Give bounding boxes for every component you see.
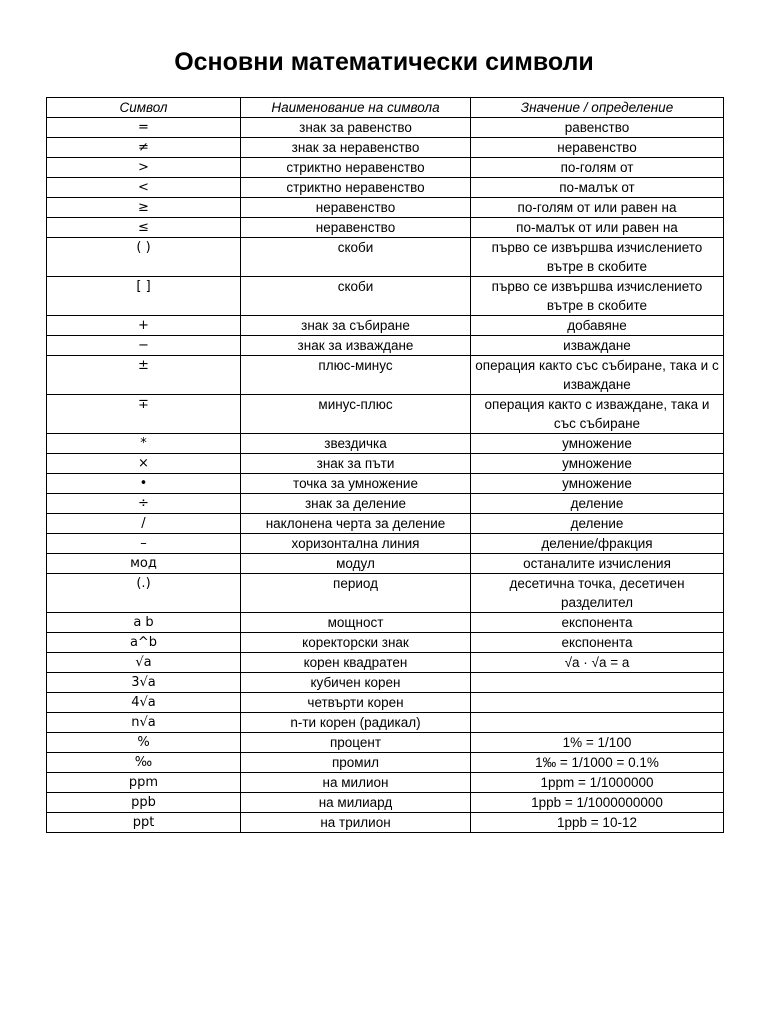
cell-symbol: %: [47, 733, 241, 753]
cell-meaning: 1ppb = 1/1000000000: [471, 793, 724, 813]
table-row: [47, 534, 724, 554]
cell-symbol: ‰: [47, 753, 241, 773]
table-row: [47, 733, 724, 753]
cell-name: кубичен корен: [241, 673, 471, 693]
cell-meaning: 1ppb = 10-12: [471, 813, 724, 833]
cell-symbol: ≥: [47, 198, 241, 218]
table-row: [47, 613, 724, 633]
cell-meaning: изваждане: [471, 336, 724, 356]
cell-name: хоризонтална линия: [241, 534, 471, 554]
cell-meaning: деление: [471, 514, 724, 534]
cell-name: знак за деление: [241, 494, 471, 514]
cell-meaning: умножение: [471, 454, 724, 474]
cell-meaning: умножение: [471, 434, 724, 454]
cell-name: процент: [241, 733, 471, 753]
cell-name: наклонена черта за деление: [241, 514, 471, 534]
page-title: Основни математически символи: [174, 48, 594, 76]
symbols-table: [46, 97, 724, 833]
cell-name: мощност: [241, 613, 471, 633]
cell-symbol: ∓: [47, 395, 241, 434]
cell-symbol: 3√a: [47, 673, 241, 693]
cell-symbol: /: [47, 514, 241, 534]
cell-meaning: равенство: [471, 118, 724, 138]
cell-symbol: a^b: [47, 633, 241, 653]
cell-symbol: <: [47, 178, 241, 198]
cell-name: минус-плюс: [241, 395, 471, 434]
table-row: [47, 454, 724, 474]
cell-name: корен квадратен: [241, 653, 471, 673]
cell-name: коректорски знак: [241, 633, 471, 653]
cell-meaning: по-малък от или равен на: [471, 218, 724, 238]
cell-meaning: деление/фракция: [471, 534, 724, 554]
cell-symbol: 4√a: [47, 693, 241, 713]
table-row: [47, 178, 724, 198]
table-body: [47, 118, 724, 833]
cell-symbol: ppm: [47, 773, 241, 793]
table-row: [47, 238, 724, 277]
cell-meaning: умножение: [471, 474, 724, 494]
cell-symbol: −: [47, 336, 241, 356]
table-row: [47, 138, 724, 158]
table-row: [47, 356, 724, 395]
cell-meaning: първо се извършва изчислението вътре в скобите: [471, 238, 724, 277]
cell-meaning: [471, 673, 724, 693]
table-row: [47, 554, 724, 574]
cell-meaning: деление: [471, 494, 724, 514]
cell-meaning: неравенство: [471, 138, 724, 158]
cell-meaning: първо се извършва изчислението вътре в скобите: [471, 277, 724, 316]
table-row: [47, 474, 724, 494]
cell-symbol: ×: [47, 454, 241, 474]
cell-name: стриктно неравенство: [241, 178, 471, 198]
cell-symbol: –: [47, 534, 241, 554]
cell-name: n-ти корен (радикал): [241, 713, 471, 733]
cell-meaning: експонента: [471, 613, 724, 633]
cell-name: знак за изваждане: [241, 336, 471, 356]
cell-symbol: +: [47, 316, 241, 336]
cell-name: скоби: [241, 277, 471, 316]
cell-name: на трилион: [241, 813, 471, 833]
table-row: [47, 693, 724, 713]
cell-symbol: (.): [47, 574, 241, 613]
cell-meaning: [471, 713, 724, 733]
cell-name: на милиард: [241, 793, 471, 813]
cell-name: знак за неравенство: [241, 138, 471, 158]
cell-meaning: по-голям от: [471, 158, 724, 178]
header-meaning: Значение / определение: [471, 98, 724, 118]
table-row: [47, 514, 724, 534]
header-name: Наименование на символа: [241, 98, 471, 118]
cell-symbol: >: [47, 158, 241, 178]
cell-meaning: десетична точка, десетичен разделител: [471, 574, 724, 613]
cell-name: период: [241, 574, 471, 613]
table-row: [47, 713, 724, 733]
cell-meaning: √a · √a = a: [471, 653, 724, 673]
cell-symbol: *: [47, 434, 241, 454]
cell-symbol: n√a: [47, 713, 241, 733]
table-row: [47, 118, 724, 138]
cell-symbol: ppt: [47, 813, 241, 833]
table-row: [47, 673, 724, 693]
table-row: [47, 653, 724, 673]
table-row: [47, 773, 724, 793]
cell-meaning: по-голям от или равен на: [471, 198, 724, 218]
cell-name: на милион: [241, 773, 471, 793]
cell-meaning: операция както с изваждане, така и със събиране: [471, 395, 724, 434]
cell-meaning: 1% = 1/100: [471, 733, 724, 753]
cell-name: знак за събиране: [241, 316, 471, 336]
cell-symbol: ppb: [47, 793, 241, 813]
cell-symbol: =: [47, 118, 241, 138]
cell-symbol: ( ): [47, 238, 241, 277]
cell-meaning: добавяне: [471, 316, 724, 336]
cell-name: промил: [241, 753, 471, 773]
cell-symbol: a b: [47, 613, 241, 633]
table-row: [47, 395, 724, 434]
cell-symbol: ≤: [47, 218, 241, 238]
cell-symbol: ÷: [47, 494, 241, 514]
table-row: [47, 316, 724, 336]
cell-meaning: 1‰ = 1/1000 = 0.1%: [471, 753, 724, 773]
cell-symbol: •: [47, 474, 241, 494]
table-row: [47, 218, 724, 238]
cell-symbol: [ ]: [47, 277, 241, 316]
table-row: [47, 158, 724, 178]
cell-symbol: √a: [47, 653, 241, 673]
table-row: [47, 633, 724, 653]
cell-name: знак за пъти: [241, 454, 471, 474]
cell-meaning: 1ppm = 1/1000000: [471, 773, 724, 793]
cell-name: точка за умножение: [241, 474, 471, 494]
cell-name: модул: [241, 554, 471, 574]
table-row: [47, 336, 724, 356]
header-symbol: Символ: [47, 98, 241, 118]
table-row: [47, 198, 724, 218]
cell-name: скоби: [241, 238, 471, 277]
cell-meaning: по-малък от: [471, 178, 724, 198]
cell-name: четвърти корен: [241, 693, 471, 713]
cell-name: звездичка: [241, 434, 471, 454]
cell-symbol: ±: [47, 356, 241, 395]
cell-name: неравенство: [241, 218, 471, 238]
table-row: [47, 574, 724, 613]
cell-meaning: [471, 693, 724, 713]
cell-name: плюс-минус: [241, 356, 471, 395]
table-row: [47, 753, 724, 773]
cell-symbol: мод: [47, 554, 241, 574]
table-row: [47, 277, 724, 316]
table-row: [47, 813, 724, 833]
cell-name: неравенство: [241, 198, 471, 218]
table-row: [47, 793, 724, 813]
cell-symbol: ≠: [47, 138, 241, 158]
cell-meaning: останалите изчисления: [471, 554, 724, 574]
table-row: [47, 434, 724, 454]
table-header-row: [47, 98, 724, 118]
cell-name: знак за равенство: [241, 118, 471, 138]
table-row: [47, 494, 724, 514]
cell-meaning: експонента: [471, 633, 724, 653]
cell-name: стриктно неравенство: [241, 158, 471, 178]
cell-meaning: операция както със събиране, така и с изваждане: [471, 356, 724, 395]
